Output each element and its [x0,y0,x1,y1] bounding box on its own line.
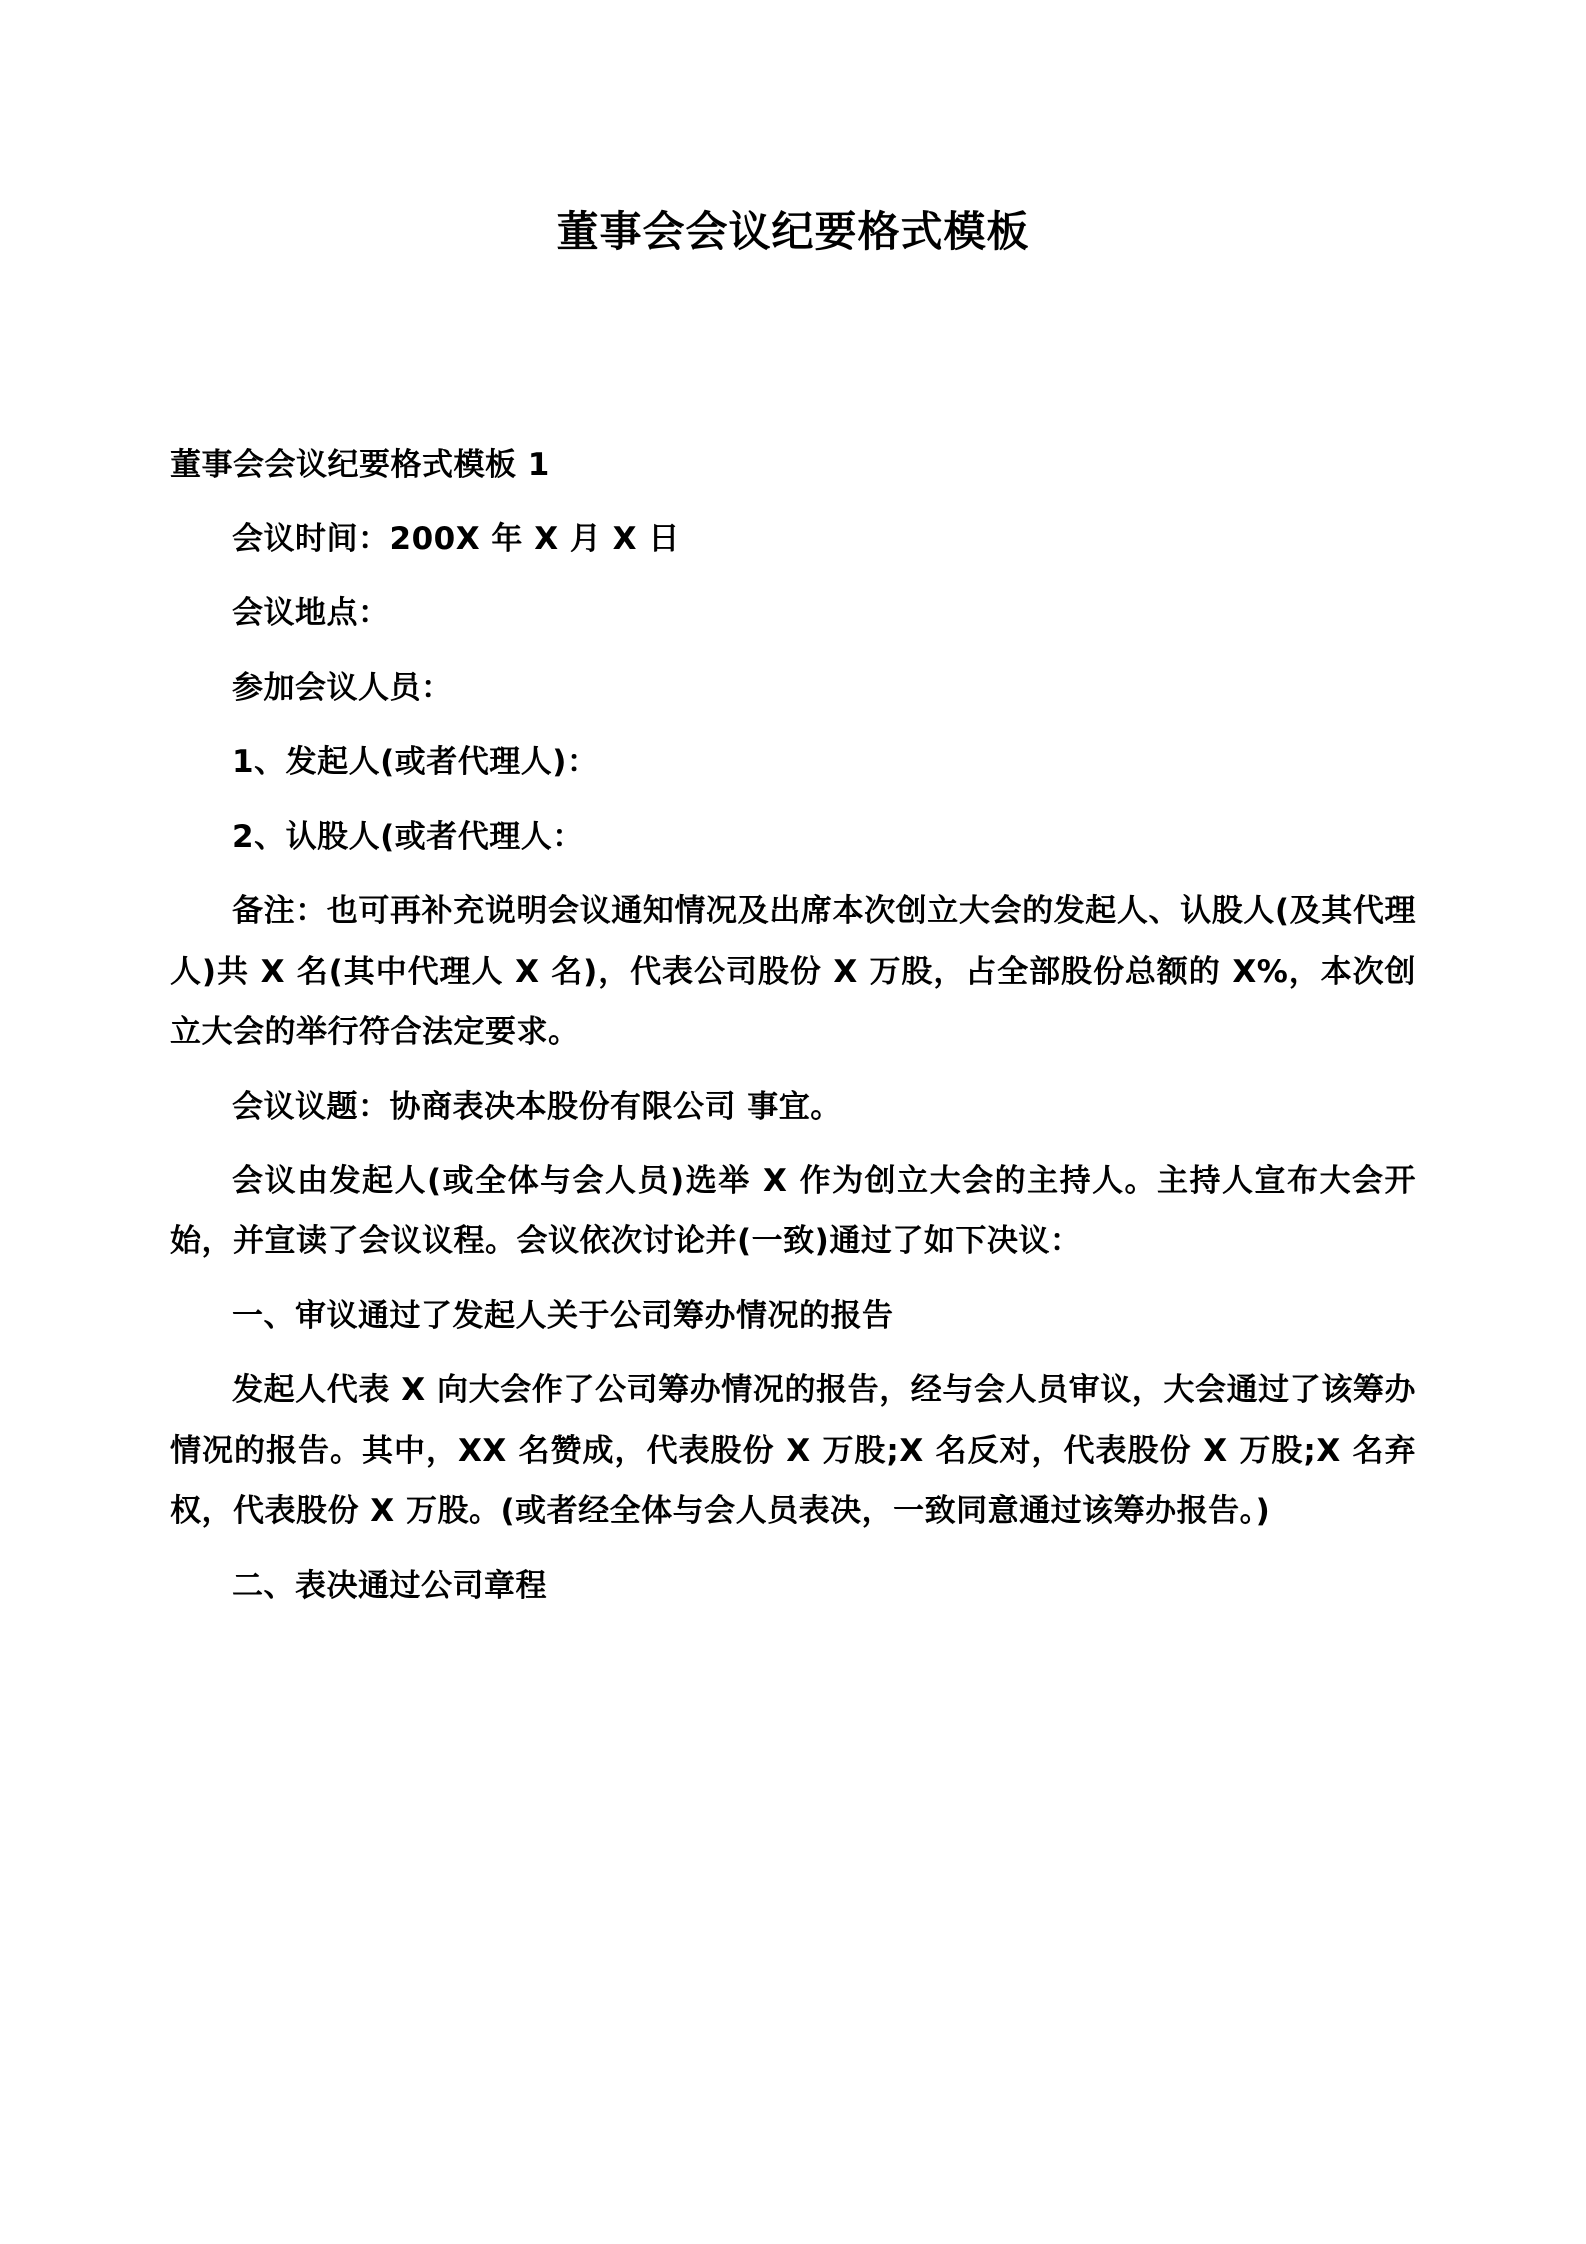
document-body [170,435,1416,1616]
paragraph-resolution-two: 二、表决通过公司章程 [232,1567,547,1604]
paragraph-item-2: 2、认股人(或者代理人： [232,818,584,855]
page-title: 董事会会议纪要格式模板 [556,207,1030,256]
paragraph-topic: 会议议题：协商表决本股份有限公司 事宜。 [232,1088,842,1125]
section-heading: 董事会会议纪要格式模板 1 [170,446,550,483]
paragraph-chair-election: 会议由发起人(或全体与会人员)选举 X 作为创立大会的主持人。主持人宣布大会开始，并宣读了会议议程。会议依次讨论并(一致)通过了如下决议： [170,1162,1416,1260]
paragraph-resolution-one: 一、审议通过了发起人关于公司筹办情况的报告 [232,1297,894,1334]
paragraph-note: 备注：也可再补充说明会议通知情况及出席本次创立大会的发起人、认股人(及其代理人)共 X 名(其中代理人 X 名)，代表公司股份 X 万股，占全部股份总额的 X%，本次创立大会的举行符合法定要求。 [170,893,1416,1051]
paragraph-attendees: 参加会议人员： [232,669,453,706]
paragraph-meeting-time: 会议时间：200X 年 X 月 X 日 [232,521,680,558]
paragraph-resolution-one-detail: 发起人代表 X 向大会作了公司筹办情况的报告，经与会人员审议，大会通过了该筹办情况的报告。其中，XX 名赞成，代表股份 X 万股;X 名反对，代表股份 X 万股;X 名弃权，代表股份 X 万股。(或者经全体与会人员表决，一致同意通过该筹办报告。) [170,1372,1416,1530]
paragraph-item-1: 1、发起人(或者代理人)： [232,744,599,781]
paragraph-meeting-location: 会议地点： [232,595,390,632]
